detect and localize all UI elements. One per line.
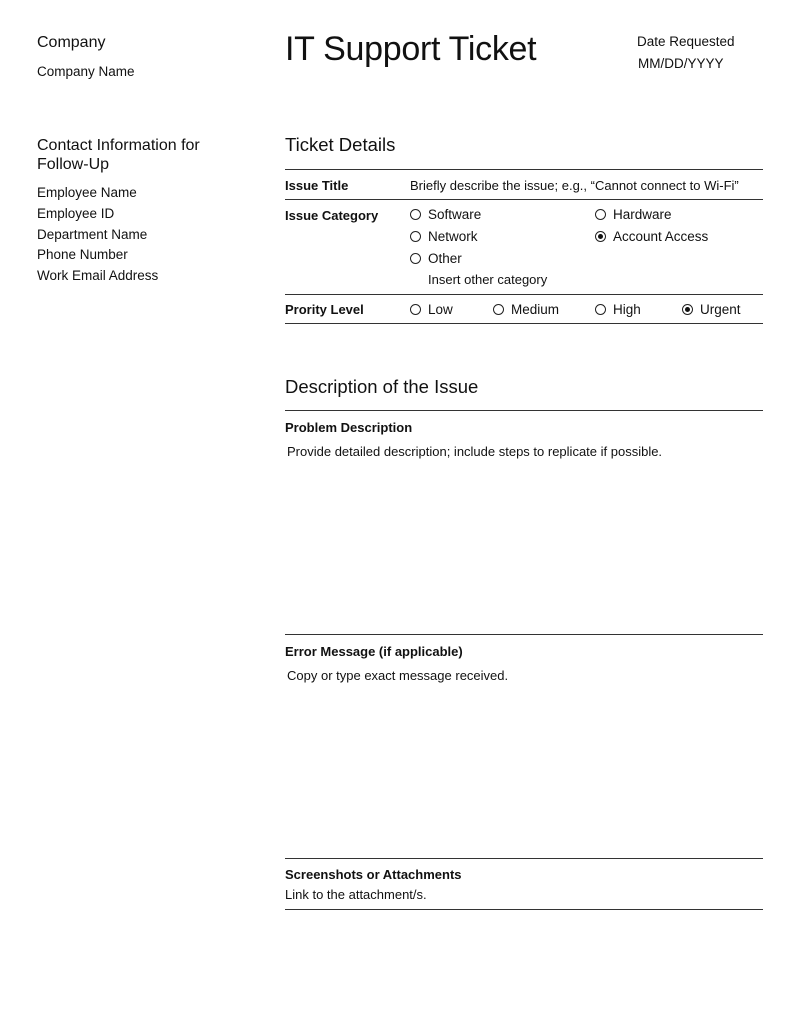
priority-radio-urgent[interactable] bbox=[682, 302, 741, 317]
priority-radio-low[interactable] bbox=[410, 302, 453, 317]
radio-label: Hardware bbox=[613, 207, 672, 222]
radio-circle-icon bbox=[410, 253, 421, 264]
priority-radio-high[interactable] bbox=[595, 302, 641, 317]
work-email-field[interactable]: Work Email Address bbox=[37, 268, 159, 284]
radio-circle-icon bbox=[493, 304, 504, 315]
radio-label: Network bbox=[428, 229, 478, 244]
radio-label: Medium bbox=[511, 302, 560, 317]
category-radio-other[interactable] bbox=[410, 251, 462, 266]
divider bbox=[285, 323, 763, 324]
radio-selected-icon bbox=[682, 304, 693, 315]
ticket-details-title: Ticket Details bbox=[285, 134, 396, 155]
attachments-label: Screenshots or Attachments bbox=[285, 867, 462, 882]
radio-label: Other bbox=[428, 251, 462, 266]
radio-label: High bbox=[613, 302, 641, 317]
divider bbox=[285, 634, 763, 635]
divider bbox=[285, 858, 763, 859]
priority-radio-medium[interactable] bbox=[493, 302, 559, 317]
radio-label: Urgent bbox=[700, 302, 741, 317]
problem-description-label: Problem Description bbox=[285, 420, 413, 435]
radio-circle-icon bbox=[595, 209, 606, 220]
description-title: Description of the Issue bbox=[285, 376, 479, 397]
phone-number-field[interactable]: Phone Number bbox=[37, 247, 128, 263]
priority-level-label: Prority Level bbox=[285, 302, 364, 317]
radio-circle-icon bbox=[595, 304, 606, 315]
company-heading: Company bbox=[37, 34, 106, 51]
radio-circle-icon bbox=[410, 231, 421, 242]
radio-circle-icon bbox=[410, 209, 421, 220]
divider bbox=[285, 410, 763, 411]
date-requested-field[interactable]: MM/DD/YYYY bbox=[638, 56, 724, 71]
radio-selected-icon bbox=[595, 231, 606, 242]
contact-heading: Contact Information for Follow-Up bbox=[37, 137, 200, 173]
other-category-field[interactable]: Insert other category bbox=[428, 272, 548, 287]
divider bbox=[285, 169, 763, 170]
divider bbox=[285, 199, 763, 200]
error-message-label: Error Message (if applicable) bbox=[285, 644, 463, 659]
radio-label: Account Access bbox=[613, 229, 709, 244]
contact-list bbox=[37, 185, 158, 289]
page-title: IT Support Ticket bbox=[285, 30, 537, 68]
divider bbox=[285, 909, 763, 910]
divider bbox=[285, 294, 763, 295]
employee-id-field[interactable]: Employee ID bbox=[37, 205, 115, 221]
category-radio-network[interactable] bbox=[410, 229, 478, 244]
radio-label: Low bbox=[428, 302, 453, 317]
employee-name-field[interactable]: Employee Name bbox=[37, 185, 137, 200]
issue-category-label: Issue Category bbox=[285, 208, 379, 223]
error-message-field[interactable]: Copy or type exact message received. bbox=[287, 668, 509, 683]
category-radio-software[interactable] bbox=[410, 207, 481, 222]
radio-label: Software bbox=[428, 207, 482, 222]
category-radio-account-access[interactable] bbox=[595, 229, 708, 244]
attachments-link[interactable]: Link to the attachment/s. bbox=[285, 887, 427, 902]
date-requested-label: Date Requested bbox=[637, 34, 735, 49]
issue-title-label: Issue Title bbox=[285, 178, 349, 193]
company-name[interactable]: Company Name bbox=[37, 64, 135, 79]
radio-circle-icon bbox=[410, 304, 421, 315]
category-radio-hardware[interactable] bbox=[595, 207, 672, 222]
problem-description-field[interactable]: Provide detailed description; include steps to replicate if possible. bbox=[287, 444, 663, 459]
issue-title-field[interactable]: Briefly describe the issue; e.g., “Cannot connect to Wi-Fi” bbox=[410, 178, 739, 193]
department-name-field[interactable]: Department Name bbox=[37, 226, 148, 242]
